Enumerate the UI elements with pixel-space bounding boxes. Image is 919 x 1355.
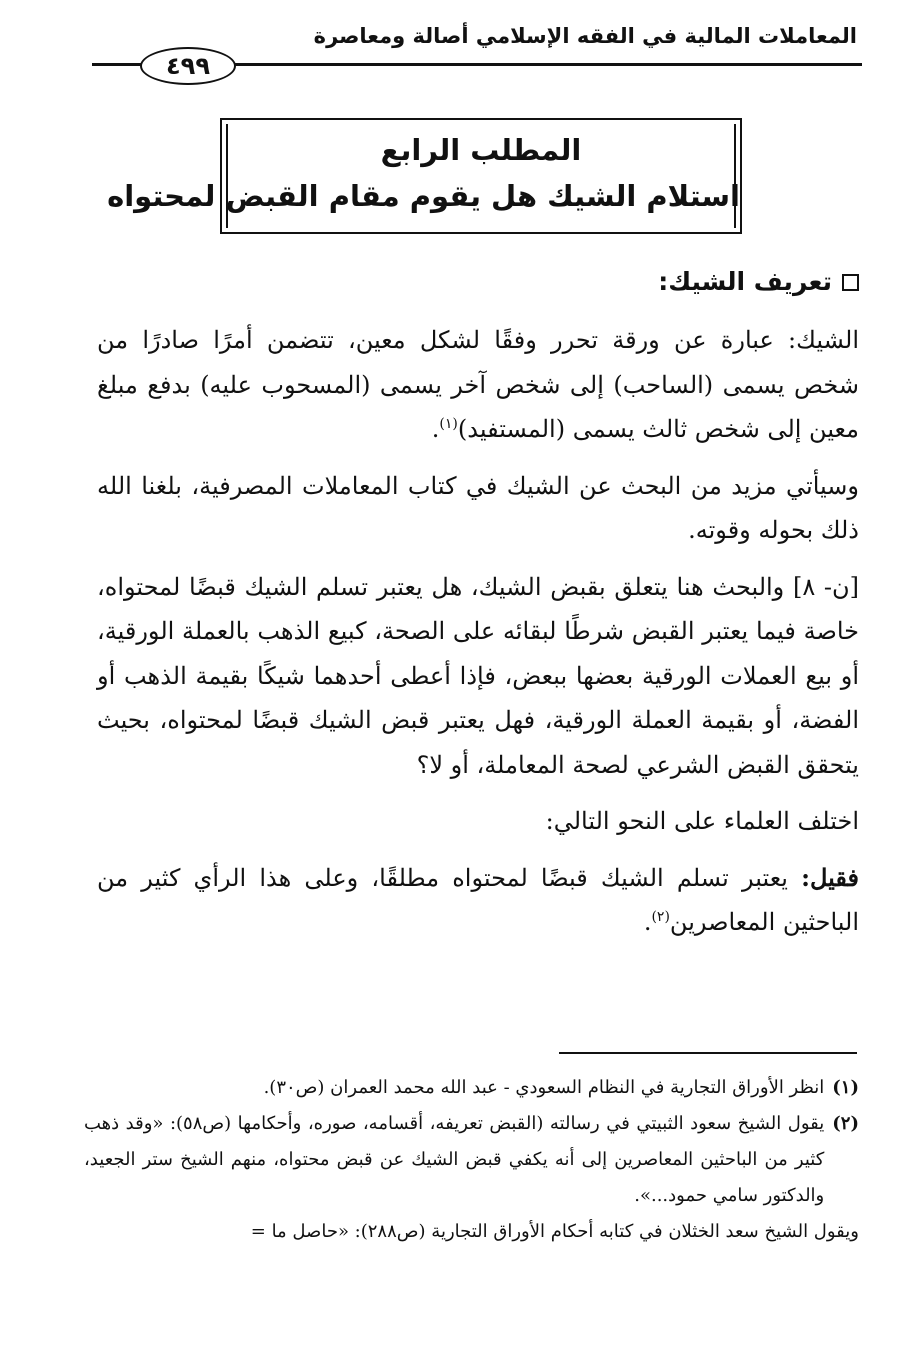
footnote-2-text: يقول الشيخ سعود الثبيتي في رسالته (القبض تعريفه، أقسامه، صوره، وأحكامها (ص٥٨): «وقد ذهب كثير من الباحثين المعاصرين إلى أنه يكفي قبض الشيك عن قبض محتواه، منهم الشيخ ستر الجعيد، والدكتور سامي حمود...». (84, 1113, 825, 1206)
paragraph-note: وسيأتي مزيد من البحث عن الشيك في كتاب المعاملات المصرفية، بلغنا الله ذلك بحوله وقوته. (97, 471, 859, 544)
square-bullet-icon (842, 274, 859, 291)
footnote-1-text: انظر الأوراق التجارية في النظام السعودي - عبد الله محمد العمران (ص٣٠). (263, 1077, 825, 1098)
paragraph-opinions-intro: اختلف العلماء على النحو التالي: (545, 807, 859, 835)
running-header-title: المعاملات المالية في الفقه الإسلامي أصالة ومعاصرة (313, 24, 857, 48)
footnote-ref-2: (٢) (651, 909, 670, 925)
body-text (97, 318, 859, 957)
section-subtitle: استلام الشيك هل يقوم مقام القبض لمحتواه (107, 179, 740, 213)
section-title: المطلب الرابع (380, 133, 582, 167)
paragraph-first-opinion-end: . (643, 908, 652, 936)
footnote-2-mark: (٢) (832, 1113, 859, 1134)
paragraph-definition (97, 318, 859, 452)
section-title-frame (107, 118, 742, 234)
paragraph-question: [ن- ٨] والبحث هنا يتعلق بقبض الشيك، هل يعتبر تسلم الشيك قبضًا لمحتواه، خاصة فيما يعتبر القبض شرطًا لبقائه على الصحة، كبيع الذهب بالعملة الورقية، أو بيع العملات الورقية بعضها ببعض، فإذا أعطى أحدهما شيكًا بقيمة الذهب أو الفضة، أو بقيمة العملة الورقية، فهل يعتبر قبض الشيك قبضًا لمحتواه، بحيث يتحقق القبض الشرعي لصحة المعاملة، أو لا؟ (97, 572, 859, 779)
paragraph-first-opinion-text: يعتبر تسلم الشيك قبضًا لمحتواه مطلقًا، وعلى هذا الرأي كثير من الباحثين المعاصرين (97, 863, 859, 936)
footnotes (84, 1070, 859, 1250)
footnote-2 (84, 1106, 859, 1214)
footnote-rule (559, 1052, 857, 1054)
paragraph-definition-text: الشيك: عبارة عن ورقة تحرر وفقًا لشكل معين، تتضمن أمرًا صادرًا من شخص يسمى (الساحب) إلى شخص آخر يسمى (المسحوب عليه) بدفع مبلغ معين إلى شخص ثالث يسمى (المستفيد) (97, 326, 859, 443)
footnote-1 (84, 1070, 859, 1106)
footnote-ref-1: (١) (439, 416, 458, 432)
subheading (658, 264, 859, 300)
paragraph-first-opinion-lead: فقيل: (801, 862, 859, 892)
page-number: ٤٩٩ (140, 47, 236, 85)
paragraph-first-opinion (97, 856, 859, 945)
footnote-2-continuation: ويقول الشيخ سعد الخثلان في كتابه أحكام الأوراق التجارية (ص٢٨٨): «حاصل ما = (250, 1221, 859, 1242)
subheading-text: تعريف الشيك: (658, 267, 832, 296)
paragraph-definition-end: . (431, 415, 440, 443)
footnote-1-mark: (١) (832, 1077, 859, 1098)
